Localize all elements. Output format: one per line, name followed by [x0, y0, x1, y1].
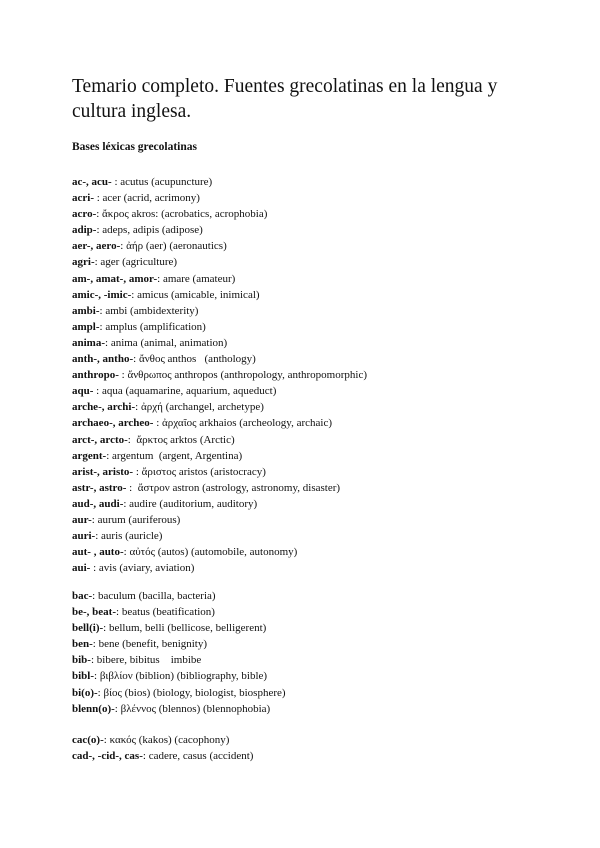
entry-term: amic-, -imic- — [72, 288, 132, 301]
lexical-entry — [72, 367, 572, 383]
entry-gloss: avis (aviary, aviation) — [98, 562, 195, 575]
entry-separator: : — [157, 272, 163, 285]
entry-group-c — [72, 732, 572, 764]
lexical-entry — [72, 448, 572, 464]
entry-gloss: ἄστρον astron (astrology, astronomy, disaster) — [137, 481, 341, 494]
entry-gloss: ἀρχαῖος arkhaios (archeology, archaic) — [162, 417, 332, 430]
entry-term: bac- — [72, 590, 93, 602]
entry-separator: : — [153, 417, 163, 430]
entry-term: blenn(o)- — [72, 702, 115, 715]
entry-gloss: amare (amateur) — [162, 272, 236, 285]
entry-gloss: κακός (kakos) (cacophony) — [109, 734, 230, 746]
lexical-entry — [72, 335, 572, 351]
entry-separator: : — [118, 369, 128, 382]
entry-term: archaeo-, archeo- — [72, 417, 154, 430]
entry-separator: : — [123, 546, 130, 559]
entry-gloss: βλέννος (blennos) (blennophobia) — [120, 702, 271, 715]
entry-separator: : — [133, 465, 142, 478]
entry-term: auri- — [72, 530, 96, 543]
entry-term: aui- — [72, 562, 91, 575]
entry-term: ben- — [72, 638, 93, 651]
lexical-entry — [72, 588, 572, 604]
entry-gloss: adeps, adipis (adipose) — [102, 224, 203, 237]
entry-term: acri- — [72, 192, 94, 205]
entry-gloss: bibere, bibitus imbibe — [96, 654, 202, 667]
entry-gloss: argentum (argent, Argentina) — [112, 449, 243, 462]
entry-term: anth-, antho- — [72, 353, 134, 366]
entry-separator: : — [127, 433, 137, 446]
entry-separator: : — [123, 497, 130, 510]
entry-separator: : — [103, 622, 109, 635]
lexical-entry — [72, 415, 572, 431]
entry-group-a — [72, 174, 572, 576]
entry-separator: : — [99, 304, 106, 317]
entry-separator: : — [93, 192, 103, 205]
entry-group-b — [72, 588, 572, 717]
lexical-entry — [72, 544, 572, 560]
entry-separator: : — [93, 385, 102, 398]
entry-term: anima- — [72, 336, 105, 349]
entry-gloss: ἄριστος aristos (aristocracy) — [141, 465, 266, 478]
lexical-entry — [72, 174, 572, 190]
entry-gloss: auris (auricle) — [101, 530, 163, 543]
entry-gloss: ambi (ambidexterity) — [105, 304, 199, 317]
lexical-entry — [72, 238, 572, 254]
entry-separator: : — [120, 240, 127, 253]
entry-gloss: αὐτός (autos) (automobile, autonomy) — [129, 546, 298, 559]
entry-term: ambi- — [72, 304, 100, 317]
entry-separator: : — [94, 256, 101, 269]
entry-gloss: amicus (amicable, inimical) — [137, 288, 260, 301]
entry-gloss: βίος (bios) (biology, biologist, biosphere) — [103, 686, 286, 699]
entry-term: anthropo- — [72, 369, 119, 382]
entry-term: astr-, astro- — [72, 481, 127, 494]
entry-separator: : — [96, 208, 103, 221]
lexical-entry — [72, 399, 572, 415]
lexical-entry — [72, 319, 572, 335]
lexical-entry — [72, 496, 572, 512]
lexical-entry — [72, 701, 572, 717]
lexical-entry — [72, 383, 572, 399]
lexical-entry — [72, 620, 572, 636]
entry-term: agri- — [72, 256, 95, 269]
entry-separator: : — [131, 288, 138, 301]
entry-gloss: aqua (aquamarine, aquarium, aqueduct) — [101, 385, 277, 398]
lexical-entry — [72, 732, 572, 748]
entry-term: aqu- — [72, 385, 94, 398]
entry-gloss: βιβλίον (biblion) (bibliography, bible) — [99, 670, 268, 683]
entry-gloss: ἄκρος akros: (acrobatics, acrophobia) — [102, 208, 268, 221]
entry-separator: : — [92, 590, 98, 602]
entry-term: cac(o)- — [72, 734, 104, 746]
entry-term: arche-, archi- — [72, 401, 136, 414]
lexical-entry — [72, 222, 572, 238]
entry-term: cad-, -cid-, cas- — [72, 750, 143, 763]
entry-separator: : — [103, 734, 110, 746]
entry-term: bi(o)- — [72, 686, 98, 699]
lexical-entry — [72, 351, 572, 367]
lexical-entry — [72, 206, 572, 222]
lexical-entry — [72, 254, 572, 270]
entry-separator: : — [111, 176, 121, 188]
lexical-entry — [72, 652, 572, 668]
entry-separator: : — [90, 654, 97, 667]
lexical-entry — [72, 512, 572, 528]
entry-gloss: bene (benefit, benignity) — [98, 638, 208, 651]
lexical-entry — [72, 685, 572, 701]
lexical-entry — [72, 432, 572, 448]
entry-term: be-, beat- — [72, 606, 116, 619]
lexical-entry — [72, 604, 572, 620]
entry-gloss: ἀήρ (aer) (aeronautics) — [126, 240, 227, 253]
lexical-entry — [72, 271, 572, 287]
entry-gloss: acer (acrid, acrimony) — [102, 192, 200, 205]
lexical-entry — [72, 560, 572, 576]
entry-term: bib- — [72, 654, 91, 667]
entry-separator: : — [95, 530, 102, 543]
entry-gloss: acutus (acupuncture) — [120, 176, 213, 188]
entry-separator: : — [96, 224, 103, 237]
entry-gloss: beatus (beatification) — [121, 606, 215, 619]
entry-term: aur- — [72, 513, 92, 526]
entry-gloss: bellum, belli (bellicose, belligerent) — [108, 622, 267, 635]
entry-separator: : — [142, 750, 149, 763]
lexical-entry — [72, 636, 572, 652]
lexical-entry — [72, 668, 572, 684]
entry-gloss: ager (agriculture) — [100, 256, 178, 269]
entry-term: adip- — [72, 224, 97, 237]
entry-term: am-, amat-, amor- — [72, 272, 158, 285]
entry-separator: : — [114, 702, 121, 715]
entry-term: ampl- — [72, 320, 100, 333]
entry-gloss: ἄρκτος arktos (Arctic) — [136, 433, 235, 446]
entry-separator: : — [105, 336, 111, 349]
entry-gloss: baculum (bacilla, bacteria) — [97, 590, 216, 602]
entry-term: bibl- — [72, 670, 95, 683]
entry-separator: : — [126, 481, 138, 494]
entry-term: ac-, acu- — [72, 176, 112, 188]
document-title: Temario completo. Fuentes grecolatinas en la lengua y cultura inglesa. — [72, 76, 498, 122]
entry-separator: : — [133, 353, 139, 366]
lexical-entry — [72, 528, 572, 544]
entry-gloss: audire (auditorium, auditory) — [129, 497, 258, 510]
entry-term: aud-, audi- — [72, 497, 124, 510]
section-heading: Bases léxicas grecolatinas — [72, 141, 197, 153]
entry-gloss: amplus (amplification) — [105, 320, 206, 333]
lexical-entry — [72, 464, 572, 480]
entry-term: arist-, aristo- — [72, 465, 134, 478]
entry-gloss: anima (animal, animation) — [110, 336, 228, 349]
entry-separator: : — [94, 670, 100, 683]
entry-separator: : — [99, 320, 106, 333]
entry-separator: : — [90, 562, 99, 575]
entry-term: argent- — [72, 449, 107, 462]
lexical-entry — [72, 748, 572, 764]
entry-gloss: cadere, casus (accident) — [148, 750, 254, 763]
entry-term: aer-, aero- — [72, 240, 121, 253]
entry-term: acro- — [72, 208, 97, 221]
entry-separator: : — [106, 449, 113, 462]
entry-separator: : — [97, 686, 104, 699]
entry-term: aut- , auto- — [72, 546, 124, 559]
entry-separator: : — [92, 638, 99, 651]
entry-separator: : — [135, 401, 141, 414]
entry-gloss: aurum (auriferous) — [97, 513, 181, 526]
lexical-entry — [72, 303, 572, 319]
lexical-entry — [72, 287, 572, 303]
entry-term: bell(i)- — [72, 622, 104, 635]
entry-separator: : — [91, 513, 98, 526]
entry-gloss: ἄνθος anthos (anthology) — [138, 353, 256, 366]
entry-separator: : — [116, 606, 122, 619]
entry-gloss: ἀρχή (archangel, archetype) — [140, 401, 264, 414]
lexical-entry — [72, 190, 572, 206]
entry-term: arct-, arcto- — [72, 433, 128, 446]
lexical-entry — [72, 480, 572, 496]
entry-gloss: ἄνθρωπος anthropos (anthropology, anthropomorphic) — [127, 369, 367, 382]
